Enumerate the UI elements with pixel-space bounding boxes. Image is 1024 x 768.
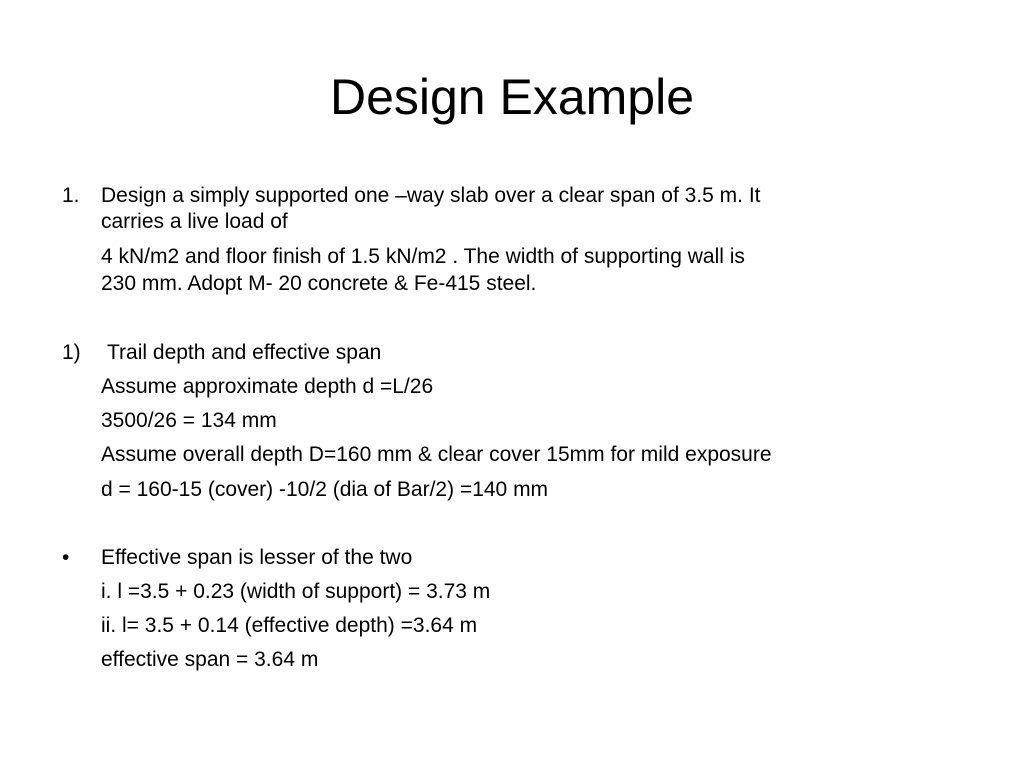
problem-line: carries a live load of [101, 210, 288, 233]
span-line: ii. l= 3.5 + 0.14 (effective depth) =3.64 m [101, 614, 478, 637]
step-line: Assume approximate depth d =L/26 [101, 375, 434, 398]
step-number: 1) [62, 341, 81, 364]
step-line: Assume overall depth D=160 mm & clear cover 15mm for mild exposure [101, 443, 772, 466]
span-line: i. l =3.5 + 0.23 (width of support) = 3.73 m [101, 580, 491, 603]
bullet-icon: • [62, 546, 70, 569]
problem-number: 1. [62, 184, 80, 207]
span-heading: Effective span is lesser of the two [101, 546, 413, 569]
step-heading: Trail depth and effective span [107, 341, 382, 364]
problem-line: 230 mm. Adopt M- 20 concrete & Fe-415 steel. [101, 272, 537, 295]
step-line: 3500/26 = 134 mm [101, 409, 277, 432]
problem-line: Design a simply supported one –way slab over a clear span of 3.5 m. It [101, 184, 761, 207]
problem-line: 4 kN/m2 and floor finish of 1.5 kN/m2 . The width of supporting wall is [101, 245, 745, 268]
step-line: d = 160-15 (cover) -10/2 (dia of Bar/2) =140 mm [101, 478, 549, 501]
span-line: effective span = 3.64 m [101, 648, 319, 671]
slide-title: Design Example [329, 69, 695, 125]
